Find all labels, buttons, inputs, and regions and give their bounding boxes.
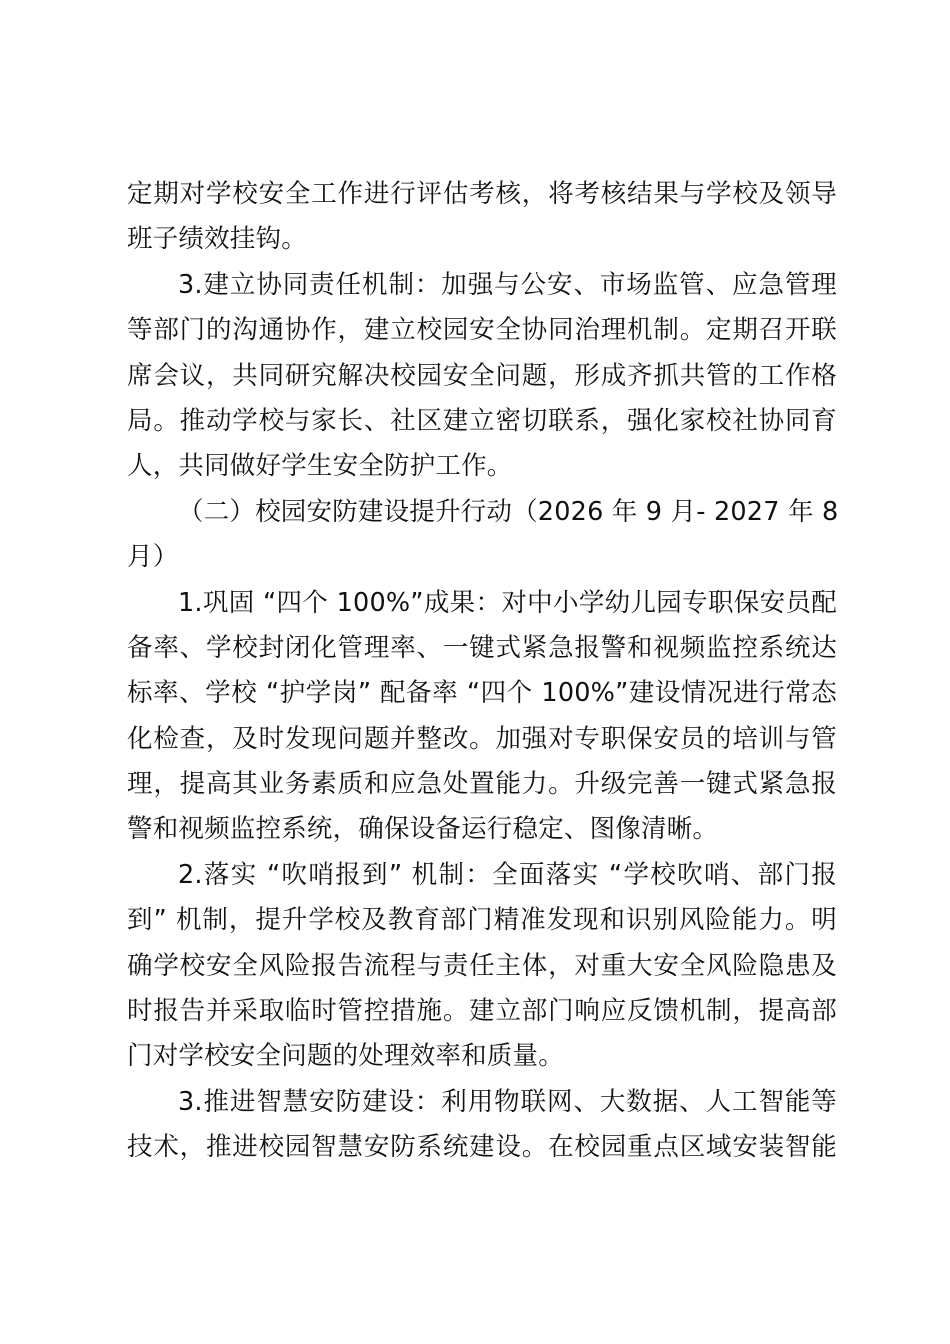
text-line: 3.建立协同责任机制：加强与公安、市场监管、应急管理 [178,269,837,300]
text-line: 等部门的沟通协作，建立校园安全协同治理机制。定期召开联 [127,315,837,346]
text-line: 定期对学校安全工作进行评估考核，将考核结果与学校及领导 [127,179,837,209]
text-line: 席会议，共同研究解决校园安全问题，形成齐抓共管的工作格 [127,360,837,391]
section-heading-line: （二）校园安防建设提升行动（2026 年 9 月- 2027 年 8 [178,496,839,527]
text-line: 2.落实 “吹哨报到” 机制：全面落实 “学校吹哨、部门报 [178,859,837,890]
section-heading-line: 月） [127,542,179,573]
document-body [127,172,837,1171]
text-line: 确学校安全风险报告流程与责任主体，对重大安全风险隐患及 [127,950,837,981]
text-line: 3.推进智慧安防建设：利用物联网、大数据、人工智能等 [178,1086,837,1117]
text-line: 备率、学校封闭化管理率、一键式紧急报警和视频监控系统达 [127,632,837,663]
text-line: 技术，推进校园智慧安防系统建设。在校园重点区域安装智能 [127,1132,837,1163]
text-line: 门对学校安全问题的处理效率和质量。 [127,1041,564,1072]
text-line: 标率、学校 “护学岗” 配备率 “四个 100%”建设情况进行常态 [127,678,837,709]
text-line: 时报告并采取临时管控措施。建立部门响应反馈机制，提高部 [127,996,837,1027]
text-line: 化检查，及时发现问题并整改。加强对专职保安员的培训与管 [127,723,837,754]
text-line: 局。推动学校与家长、社区建立密切联系，强化家校社协同育 [127,405,837,436]
text-line: 人，共同做好学生安全防护工作。 [127,451,513,482]
text-line: 理，提高其业务素质和应急处置能力。升级完善一键式紧急报 [127,769,837,800]
text-line: 1.巩固 “四个 100%”成果：对中小学幼儿园专职保安员配 [178,587,837,618]
text-line: 警和视频监控系统，确保设备运行稳定、图像清晰。 [127,814,719,845]
text-line: 班子绩效挂钩。 [127,224,307,255]
text-line: 到” 机制，提升学校及教育部门精准发现和识别风险能力。明 [127,905,837,936]
